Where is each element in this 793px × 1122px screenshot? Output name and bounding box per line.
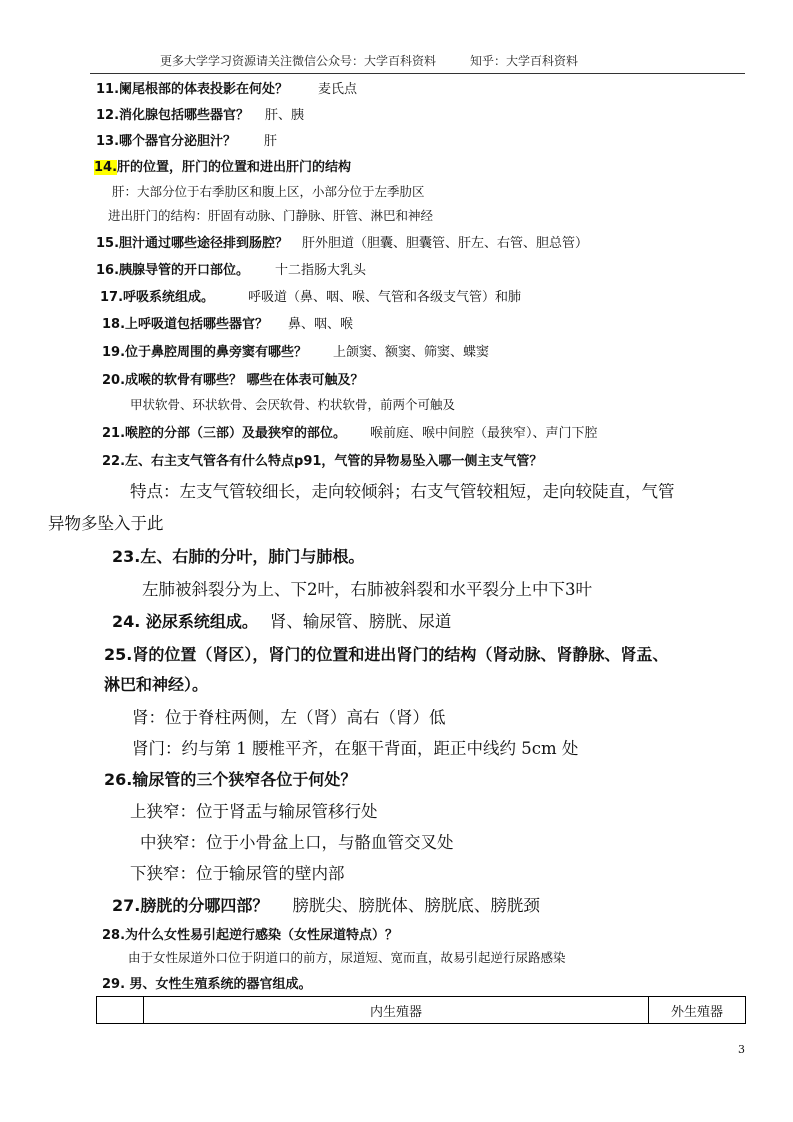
answer-14-line2: 进出肝门的结构：肝固有动脉、门静脉、肝管、淋巴和神经 [108, 208, 434, 223]
page-number: 3 [738, 1043, 745, 1056]
question-25: 25.肾的位置（肾区），肾门的位置和进出肾门的结构（肾动脉、肾静脉、肾盂、 [104, 645, 669, 664]
question-15: 15.胆汁通过哪些途径排到肠腔？ 肝外胆道（胆囊、胆囊管、肝左、右管、胆总管） [96, 236, 589, 251]
question-22: 22.左、右主支气管各有什么特点p91，气管的异物易坠入哪一侧主支气管？ [102, 454, 543, 469]
question-18: 18.上呼吸道包括哪些器官？ 鼻、咽、喉 [102, 317, 354, 332]
question-20: 20.成喉的软骨有哪些？ 哪些在体表可触及？ [102, 373, 364, 388]
highlight-number: 14. [94, 160, 118, 175]
question-16: 16.胰腺导管的开口部位。 十二指肠大乳头 [96, 263, 367, 278]
answer-25-line1: 肾：位于脊柱两侧，左（肾）高右（肾）低 [132, 708, 446, 727]
answer-20: 甲状软骨、环状软骨、会厌软骨、杓状软骨，前两个可触及 [130, 397, 456, 412]
question-26: 26.输尿管的三个狭窄各位于何处？ [104, 770, 357, 789]
question-21: 21.喉腔的分部（三部）及最狭窄的部位。 喉前庭、喉中间腔（最狭窄）、声门下腔 [102, 426, 598, 441]
table-header-internal: 内生殖器 [144, 997, 649, 1024]
page-header [160, 52, 578, 69]
question-24: 24. 泌尿系统组成。 肾、输尿管、膀胱、尿道 [112, 612, 452, 631]
question-12: 12.消化腺包括哪些器官？ 肝、胰 [96, 108, 305, 123]
question-29: 29. 男、女性生殖系统的器官组成。 [102, 977, 312, 992]
question-19: 19.位于鼻腔周围的鼻旁窦有哪些？ 上颌窦、额窦、筛窦、蝶窦 [102, 345, 490, 360]
reproductive-organs-table [96, 996, 746, 1024]
answer-14-line1: 肝：大部分位于右季肋区和腹上区，小部分位于左季肋区 [112, 184, 425, 199]
answer-25-line2: 肾门：约与第 1 腰椎平齐，在躯干背面，距正中线约 5cm 处 [132, 739, 579, 758]
answer-26-line2: 中狭窄：位于小骨盆上口，与骼血管交叉处 [140, 833, 454, 852]
question-28: 28.为什么女性易引起逆行感染（女性尿道特点）？ [102, 928, 399, 943]
table-row [97, 997, 746, 1024]
question-14: 14.肝的位置，肝门的位置和进出肝门的结构 [94, 160, 352, 175]
table-header-external: 外生殖器 [649, 997, 746, 1024]
header-right-text: 知乎：大学百科资料 [470, 54, 579, 68]
header-left-text: 更多大学学习资源请关注微信公众号：大学百科资料 [160, 54, 437, 68]
question-25-cont: 淋巴和神经）。 [104, 675, 209, 694]
question-23: 23.左、右肺的分叶，肺门与肺根。 [112, 547, 365, 566]
question-11: 11.阑尾根部的体表投影在何处？ 麦氏点 [96, 82, 358, 97]
question-27: 27.膀胱的分哪四部？ 膀胱尖、膀胱体、膀胱底、膀胱颈 [112, 896, 540, 915]
answer-22-line1: 特点：左支气管较细长，走向较倾斜；右支气管较粗短，走向较陡直，气管 [130, 482, 675, 501]
question-17: 17.呼吸系统组成。 呼吸道（鼻、咽、喉、气管和各级支气管）和肺 [100, 290, 522, 305]
answer-26-line1: 上狭窄：位于肾盂与输尿管移行处 [130, 802, 378, 821]
answer-26-line3: 下狭窄：位于输尿管的壁内部 [130, 864, 345, 883]
table-cell-empty [97, 997, 144, 1024]
answer-22-line2: 异物多坠入于此 [48, 514, 164, 533]
answer-23: 左肺被斜裂分为上、下2叶，右肺被斜裂和水平裂分上中下3叶 [142, 580, 592, 599]
answer-28: 由于女性尿道外口位于阴道口的前方，尿道短、宽而直，故易引起逆行尿路感染 [128, 950, 566, 965]
header-rule [90, 73, 745, 74]
question-13: 13.哪个器官分泌胆汁？ 肝 [96, 134, 278, 149]
